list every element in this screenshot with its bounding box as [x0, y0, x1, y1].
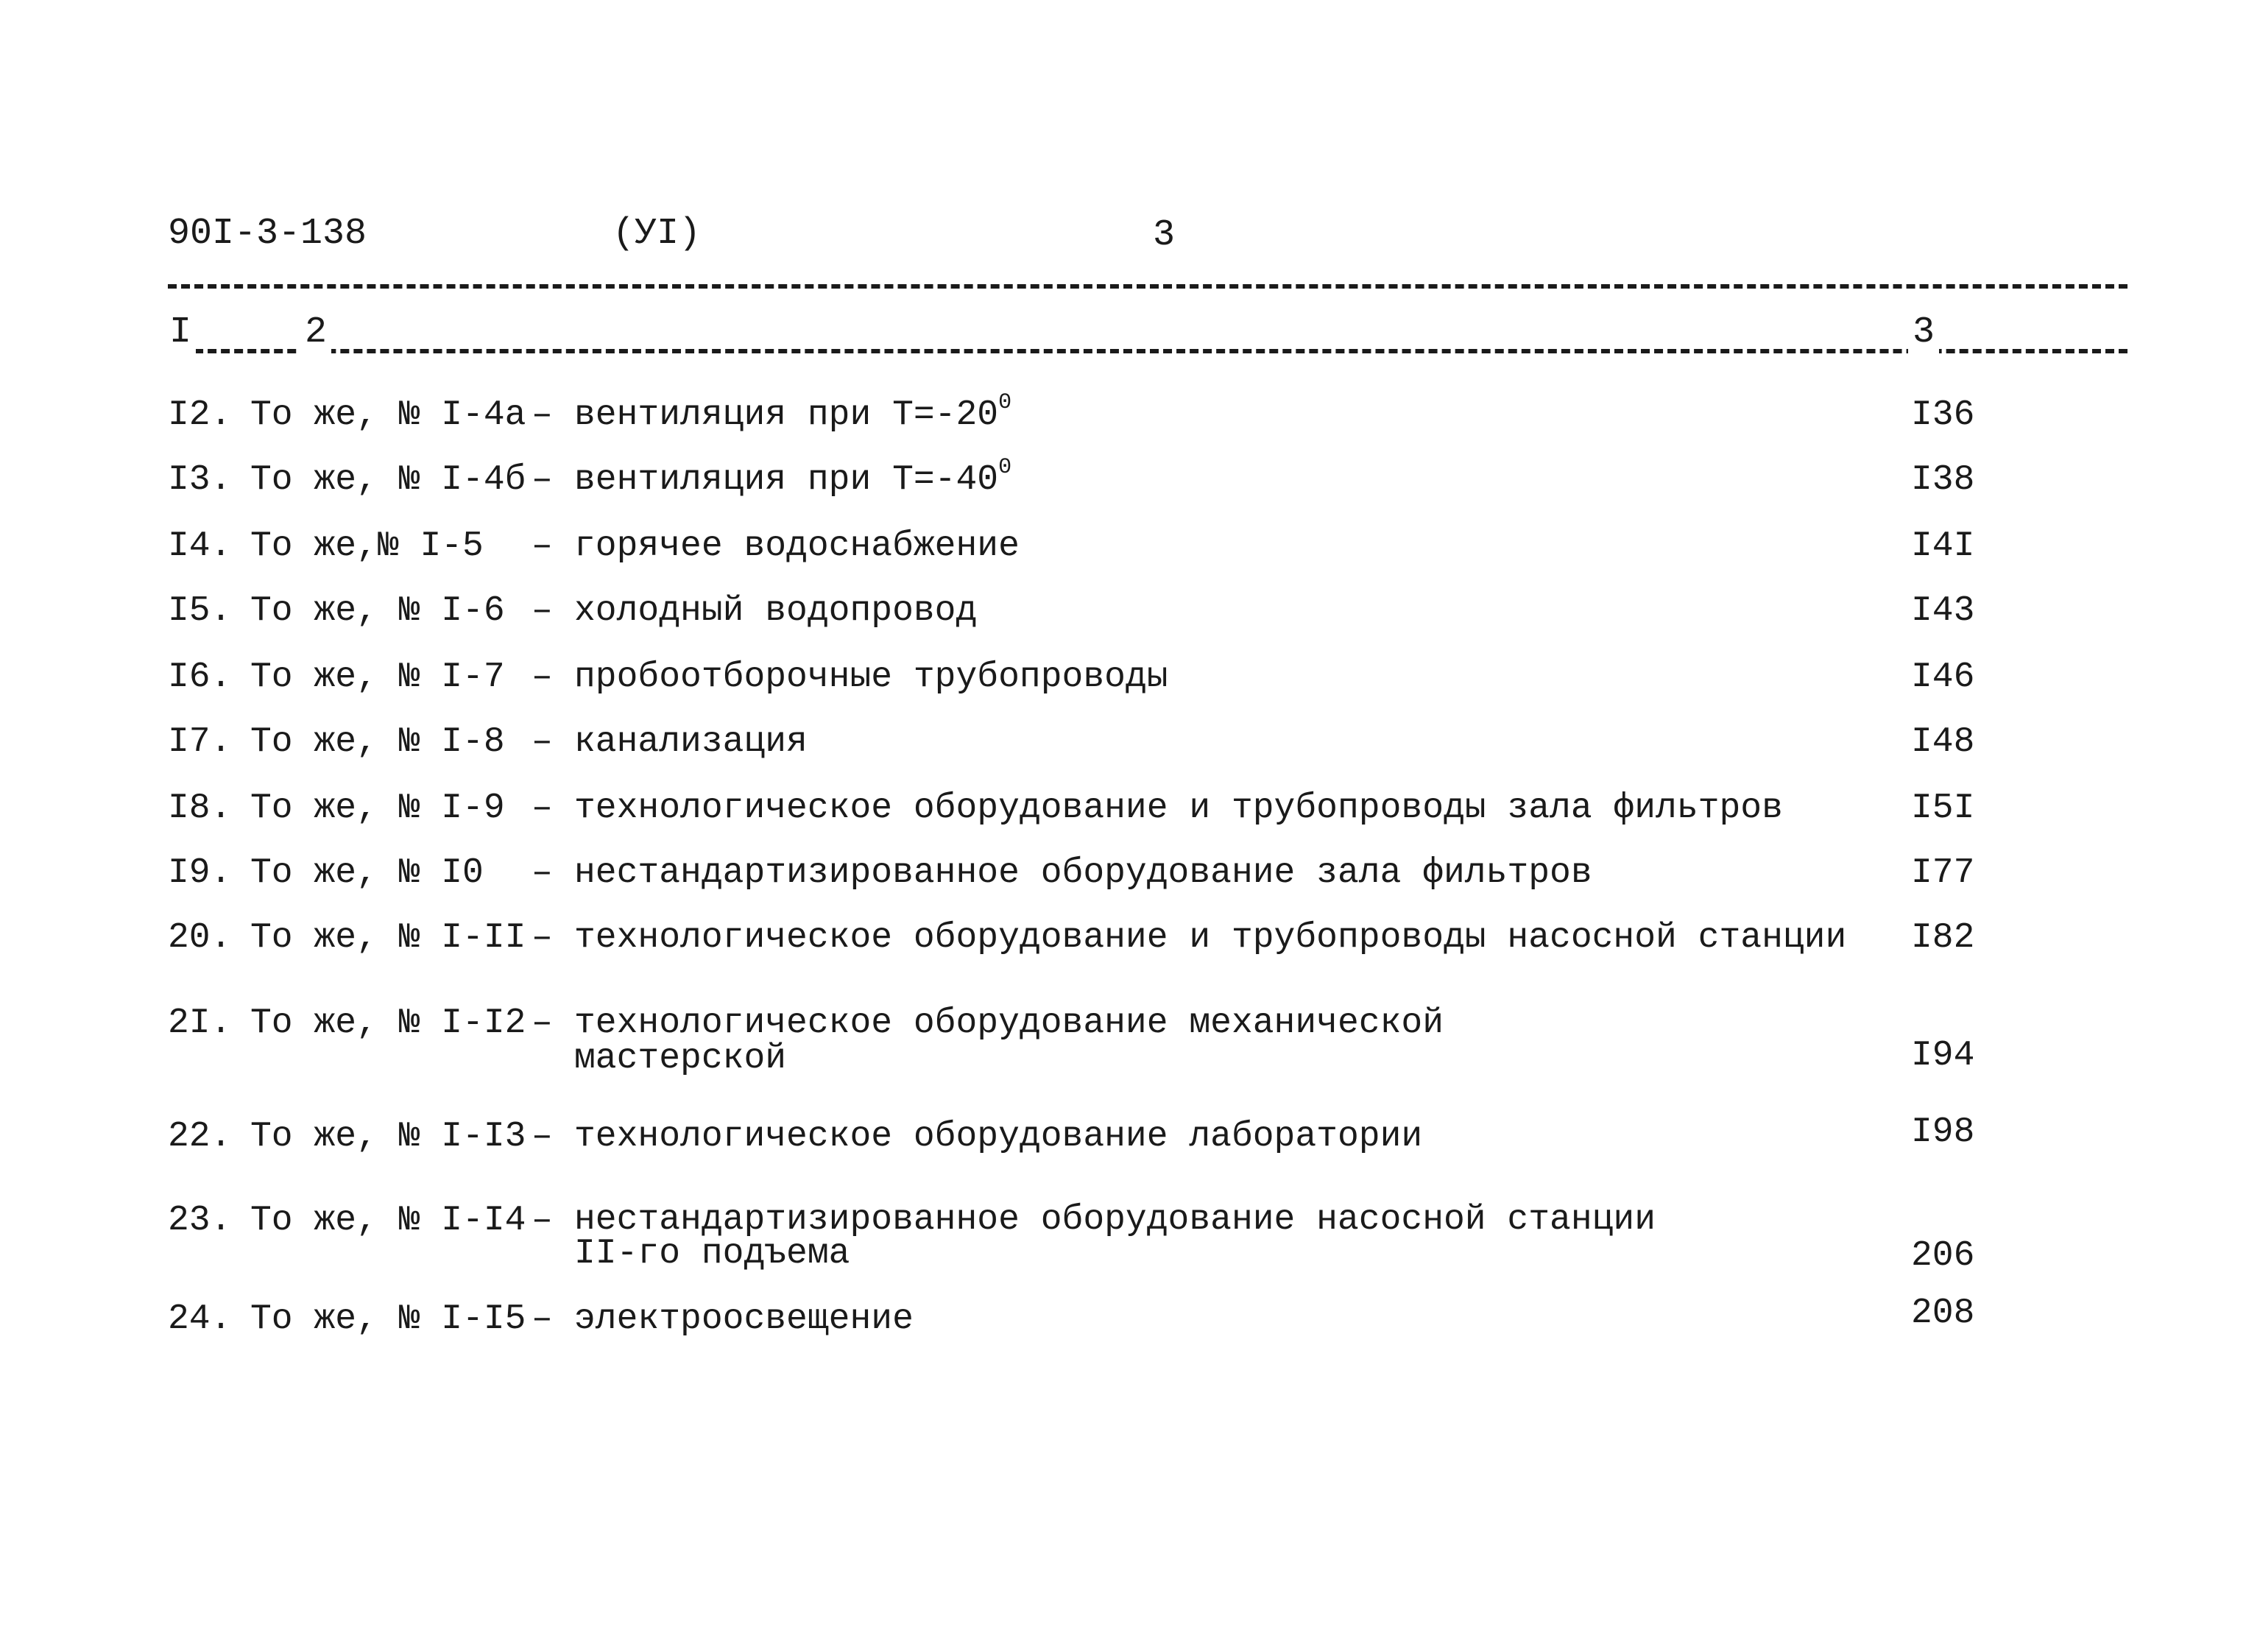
- item-reference: То же, № I-4б: [250, 460, 526, 500]
- item-description: нестандартизированное оборудование зала фильтров: [574, 853, 1592, 893]
- item-number: I6.: [168, 657, 232, 697]
- document-code: 90I-3-138: [168, 213, 367, 255]
- item-dash: –: [532, 1201, 553, 1240]
- item-dash: –: [532, 460, 553, 500]
- degree-superscript: 0: [998, 455, 1012, 480]
- item-description: канализация: [574, 722, 808, 762]
- item-page: I46: [1911, 657, 1975, 697]
- item-number: I3.: [168, 460, 232, 500]
- column-header-dashed-rule: [168, 349, 2127, 353]
- item-reference: То же, № I-II: [250, 918, 526, 958]
- item-page: I82: [1911, 918, 1975, 958]
- top-dashed-rule: [168, 284, 2127, 289]
- item-number: 22.: [168, 1117, 232, 1157]
- item-description: холодный водопровод: [574, 591, 978, 631]
- item-number: I9.: [168, 853, 232, 893]
- item-number: I2.: [168, 395, 232, 435]
- item-page: I36: [1911, 395, 1975, 435]
- item-dash: –: [532, 853, 553, 893]
- item-dash: –: [532, 788, 553, 828]
- item-description: технологическое оборудование и трубопроводы насосной станции: [574, 918, 1847, 958]
- item-dash: –: [532, 591, 553, 631]
- item-description: технологическое оборудование механической мастерской: [574, 1003, 1444, 1079]
- item-reference: То же, № I-6: [250, 591, 505, 631]
- item-dash: –: [532, 722, 553, 762]
- column-label-1: I: [165, 312, 196, 353]
- item-page: I94: [1911, 1036, 1975, 1076]
- item-description: пробоотборочные трубопроводы: [574, 657, 1168, 697]
- item-number: 2I.: [168, 1003, 232, 1043]
- item-reference: То же, № I-4а: [250, 395, 526, 435]
- item-number: I5.: [168, 591, 232, 631]
- item-description: технологическое оборудование и трубопроводы зала фильтров: [574, 788, 1783, 828]
- item-reference: То же, № I-9: [250, 788, 505, 828]
- item-page: I4I: [1911, 526, 1975, 566]
- item-dash: –: [532, 657, 553, 697]
- item-description: вентиляция при $Т=-40^0$: [574, 455, 1012, 500]
- item-number: I8.: [168, 788, 232, 828]
- item-number: 24.: [168, 1299, 232, 1339]
- item-dash: –: [532, 918, 553, 958]
- item-page: I43: [1911, 591, 1975, 631]
- item-dash: –: [532, 1003, 553, 1043]
- degree-superscript: 0: [998, 390, 1012, 415]
- item-description: электроосвещение: [574, 1299, 914, 1339]
- item-reference: То же, № I-I4: [250, 1201, 526, 1240]
- item-reference: То же,№ I-5: [250, 526, 484, 566]
- item-description: горячее водоснабжение: [574, 526, 1020, 566]
- item-reference: То же, № I-I5: [250, 1299, 526, 1339]
- item-reference: То же, № I-8: [250, 722, 505, 762]
- item-page: 208: [1911, 1293, 1975, 1333]
- item-page: I5I: [1911, 788, 1975, 828]
- item-page: I48: [1911, 722, 1975, 762]
- item-reference: То же, № I-7: [250, 657, 505, 697]
- item-dash: –: [532, 1117, 553, 1157]
- item-dash: –: [532, 395, 553, 435]
- item-page: 206: [1911, 1236, 1975, 1276]
- item-reference: То же, № I-I2: [250, 1003, 526, 1043]
- item-number: 23.: [168, 1201, 232, 1240]
- item-reference: То же, № I0: [250, 853, 484, 893]
- item-page: I98: [1911, 1112, 1975, 1152]
- item-dash: –: [532, 1299, 553, 1339]
- item-number: I7.: [168, 722, 232, 762]
- item-page: I38: [1911, 460, 1975, 500]
- item-dash: –: [532, 526, 553, 566]
- item-number: I4.: [168, 526, 232, 566]
- item-description: вентиляция при $Т=-20^0$: [574, 390, 1012, 435]
- item-description: технологическое оборудование лаборатории: [574, 1117, 1423, 1157]
- item-number: 20.: [168, 918, 232, 958]
- item-description: нестандартизированное оборудование насосной станции II-го подъема: [574, 1200, 1656, 1274]
- page-number: 3: [1153, 214, 1176, 256]
- column-label-2: 2: [300, 312, 331, 353]
- item-page: I77: [1911, 853, 1975, 893]
- column-label-3: 3: [1908, 312, 1939, 353]
- document-part: (УI): [612, 213, 702, 255]
- item-reference: То же, № I-I3: [250, 1117, 526, 1157]
